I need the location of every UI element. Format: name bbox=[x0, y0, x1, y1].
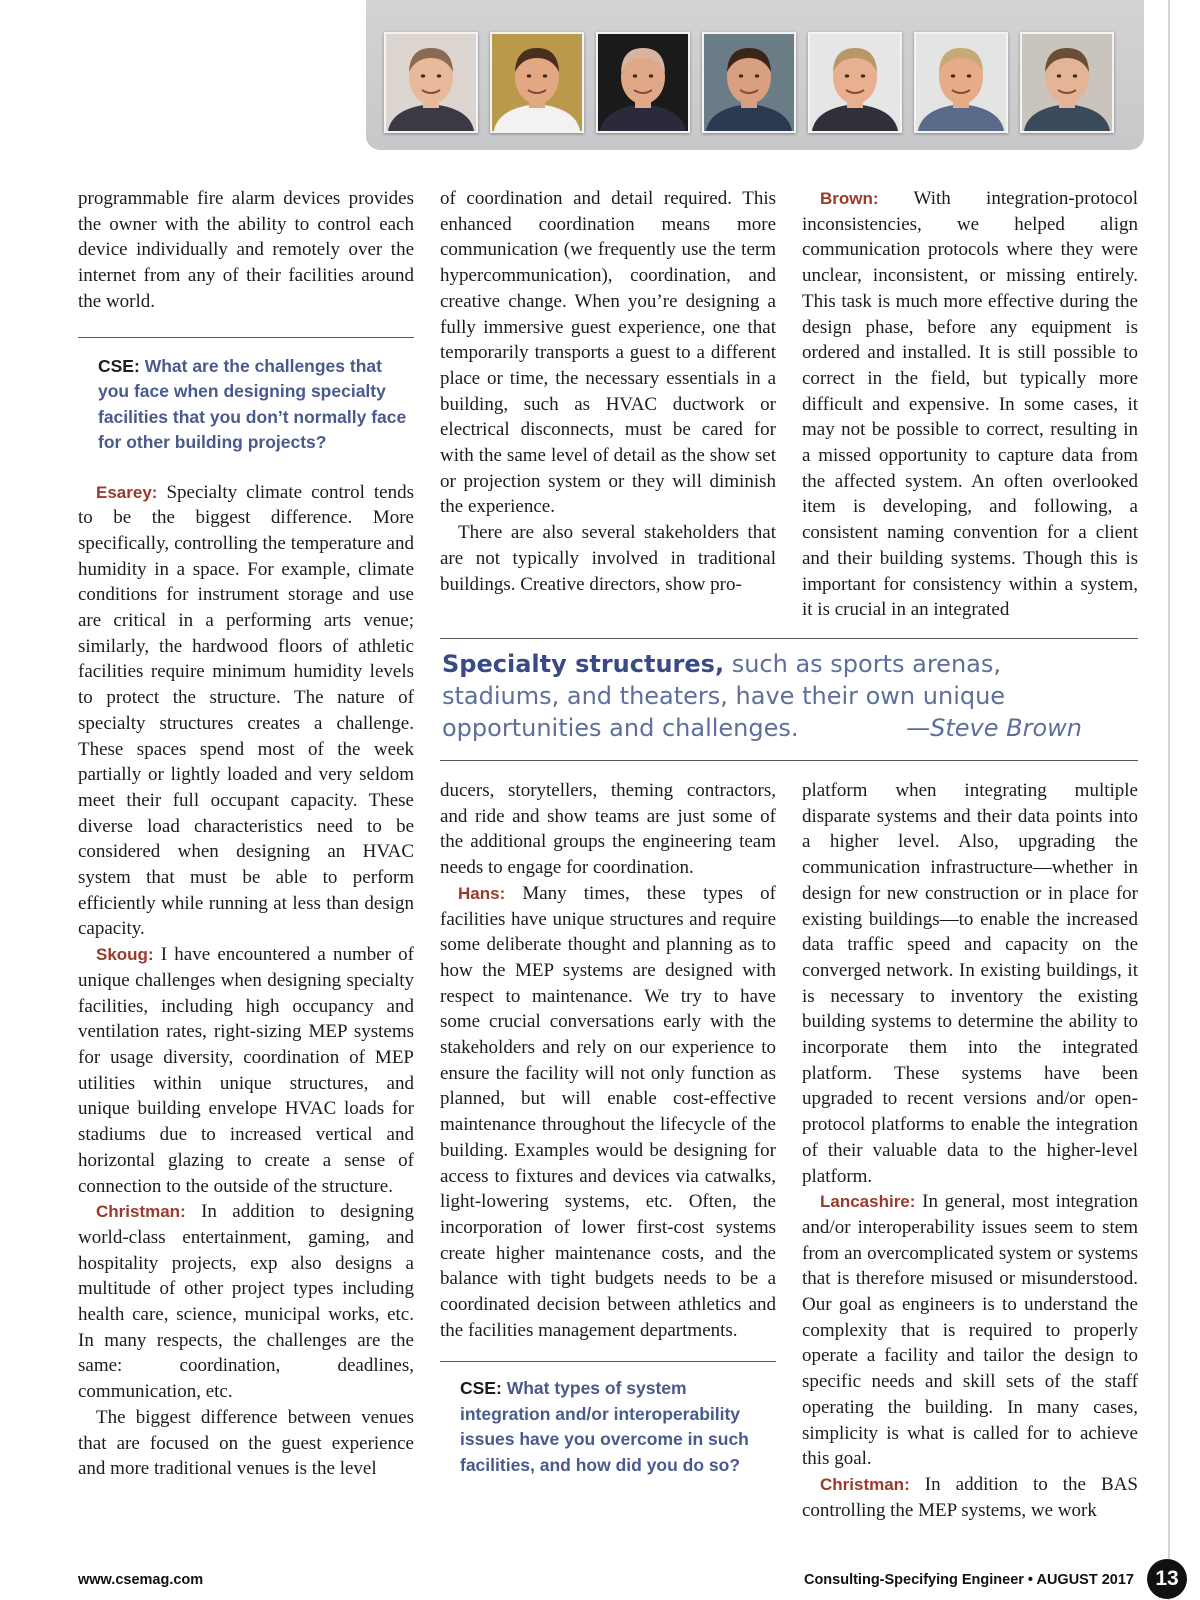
pullquote-text: such as sports arenas, stadiums, and theaters, have their own unique opportunities and challenges. bbox=[442, 650, 1006, 742]
answer-esarey bbox=[78, 480, 414, 943]
speaker-esarey: Esarey: bbox=[96, 482, 158, 502]
panelist-photo bbox=[490, 32, 584, 133]
pullquote-rule-top bbox=[440, 638, 1138, 639]
question-1-text: What are the challenges that you face when designing specialty facilities that you don’t normally face for other building projects? bbox=[98, 355, 407, 453]
answer-christman bbox=[802, 1472, 1138, 1523]
cse-label: CSE: bbox=[460, 1378, 502, 1399]
speaker-lancashire: Lancashire: bbox=[820, 1192, 916, 1212]
answer-text: In general, most integration and/or interoperability issues seem to stem from an overcomplicated system or systems that is therefore misused or misunderstood. Our goal as engineers is to understand the complexity that is required to properly operate a facility and tailor the design to specific needs and skill sets of the staff operating the building. In many cases, simplicity is what is called for to achieve this goal. bbox=[802, 1191, 1138, 1470]
portrait-eye bbox=[633, 74, 637, 77]
portrait-eye bbox=[421, 74, 425, 77]
answer-text: In addition to the BAS controlling the MEP systems, we work bbox=[802, 1473, 1138, 1521]
portrait-eye bbox=[861, 74, 865, 77]
divider bbox=[78, 337, 414, 338]
speaker-skoug: Skoug: bbox=[96, 945, 154, 965]
pullquote-attribution: —Steve Brown bbox=[906, 714, 1082, 742]
answer-text: Specialty climate control tends to be the biggest difference. More specifically, controlling the temperature and humidity in a space. For example, climate conditions for instrument storage and use are critical in a performing arts venue; similarly, the hardwood floors of athletic facilities require minimum humidity levels to protect the structure. The nature of specialty structures creates a challenge. These spaces spend most of the week partially or lightly loaded and very seldom meet their full occupant capacity. These diverse load characteristics need to be considered when designing an HVAC system that must be able to perform efficiently while running at less than design capacity. bbox=[78, 481, 415, 940]
portrait-eye bbox=[951, 74, 955, 77]
question-1 bbox=[78, 354, 414, 456]
panelist-photo bbox=[384, 32, 478, 133]
photo-band bbox=[366, 0, 1144, 150]
answer-text: With integration-protocol inconsistencies, we helped align communication protocols where they were unclear, inconsistent, or missing entirely. This task is much more effective during the design phase, before any equipment is ordered and installed. It is still possible to correct in the field, but typically more difficult and expensive. In some cases, it may not be possible to correct, resulting in a missed opportunity to capture data from the affected system. An often overlooked item is developing, and following, a consistent naming convention for a client and their building systems. Though this is important for consistency within a system, it is crucial in an integrated bbox=[802, 188, 1138, 621]
answer-text: I have encountered a number of unique challenges when designing specialty facilities, including high occupancy and ventilation rates, right-sizing MEP systems for usage diversity, coordination of MEP utilities within unique structures, and unique building envelope HVAC loads for stadiums due to increased vertical and horizontal glazing to create a sense of connection to the outside of the structure. bbox=[78, 944, 415, 1197]
paragraph: of coordination and detail required. This enhanced coordination means more communication (we frequently use the term hypercommunication), coordination, and creative change. When you’re designing a fully immersive guest experience, one that temporarily transports a guest to a different place or time, the necessary essentials in a building, such as HVAC ductwork or electrical disconnects, must be cared for with the same level of detail as the show set or projection system or they will diminish the experience. bbox=[440, 188, 776, 518]
panelist-photo bbox=[914, 32, 1008, 133]
answer-text: Many times, these types of facilities have unique structures and require some deliberate thought and planning as to how the MEP systems are designed with respect to maintenance. We try to have some crucial conversations early with the stakeholders and rely on our experience to ensure the facility will not only function as planned, but will enable cost-effective maintenance throughout the lifecycle of the building. Examples would be designing for access to fixtures and devices via catwalks, light-lowering systems, etc. Often, the incorporation of lower first-cost systems create higher maintenance costs, and the balance with tight budgets needs to be a coordinated decision between athletics and the facilities management departments. bbox=[440, 882, 776, 1341]
answer-skoug bbox=[78, 942, 414, 1199]
pullquote-rule-bottom bbox=[440, 760, 1138, 761]
page-edge-line bbox=[1168, 0, 1170, 1600]
answer-brown bbox=[802, 186, 1138, 623]
column-3-bottom bbox=[802, 778, 1138, 1523]
pullquote bbox=[442, 648, 1082, 744]
column-1 bbox=[78, 186, 414, 1482]
column-2-top bbox=[440, 186, 776, 597]
answer-lancashire bbox=[802, 1189, 1138, 1472]
portrait-eye bbox=[437, 74, 441, 77]
intro-paragraph: programmable fire alarm devices provides the owner with the ability to control each device individually and remotely over the internet from any of their facilities around the world. bbox=[78, 188, 414, 312]
portrait-eye bbox=[527, 74, 531, 77]
panelist-photo bbox=[702, 32, 796, 133]
portrait-eye bbox=[967, 74, 971, 77]
answer-hans bbox=[440, 881, 776, 1344]
speaker-hans: Hans: bbox=[458, 883, 506, 903]
question-2-text: What types of system integration and/or interoperability issues have you overcome in such facilities, and how did you do so? bbox=[460, 1378, 749, 1475]
portrait-eye bbox=[543, 74, 547, 77]
paragraph: platform when integrating multiple disparate systems and their data points into a higher level. Also, upgrading the communication infrastructure—whether in design for new construction or in place for existing buildings—to enable the increased data traffic speed and capacity on the converged network. In existing buildings, it is necessary to inventory the existing building systems to determine the ability to incorporate them into the integrated platform. These systems have been upgraded to recent versions and/or open-protocol platforms to enable the integration of their valuable data to the higher-level platform. bbox=[802, 780, 1138, 1187]
divider bbox=[440, 1361, 776, 1362]
panelist-photo bbox=[596, 32, 690, 133]
speaker-brown: Brown: bbox=[820, 189, 879, 208]
portrait-eye bbox=[649, 74, 653, 77]
portrait-eye bbox=[739, 74, 743, 77]
answer-text: In addition to designing world-class entertainment, gaming, and hospitality projects, exp also designs a multitude of other project types including health care, science, municipal works, etc. In many respects, the challenges are the same: coordination, deadlines, communication, etc. bbox=[78, 1201, 414, 1403]
answer-christman bbox=[78, 1199, 414, 1405]
panelist-photo bbox=[1020, 32, 1114, 133]
portrait-eye bbox=[1073, 74, 1077, 77]
pullquote-lead: Specialty structures, bbox=[442, 650, 725, 678]
paragraph: The biggest difference between venues that are focused on the guest experience and more traditional venues is the level bbox=[78, 1406, 414, 1480]
paragraph: There are also several stakeholders that are not typically involved in traditional buildings. Creative directors, show pro- bbox=[440, 522, 776, 595]
paragraph: ducers, storytellers, theming contractors, and ride and show teams are just some of the additional groups the engineering team needs to engage for coordination. bbox=[440, 780, 776, 879]
speaker-christman: Christman: bbox=[96, 1202, 186, 1222]
question-2 bbox=[440, 1376, 776, 1478]
portrait-eye bbox=[1057, 74, 1061, 77]
cse-label: CSE: bbox=[98, 355, 140, 376]
portrait-eye bbox=[755, 74, 759, 77]
panelist-photo bbox=[808, 32, 902, 133]
column-2-bottom bbox=[440, 778, 776, 1478]
column-3-top bbox=[802, 186, 1138, 623]
speaker-christman: Christman: bbox=[820, 1474, 910, 1494]
portrait-eye bbox=[845, 74, 849, 77]
page-number: 13 bbox=[1147, 1559, 1187, 1599]
footer-publication: Consulting-Specifying Engineer • AUGUST 2017 bbox=[803, 1572, 1134, 1588]
footer-website: www.csemag.com bbox=[78, 1572, 204, 1588]
